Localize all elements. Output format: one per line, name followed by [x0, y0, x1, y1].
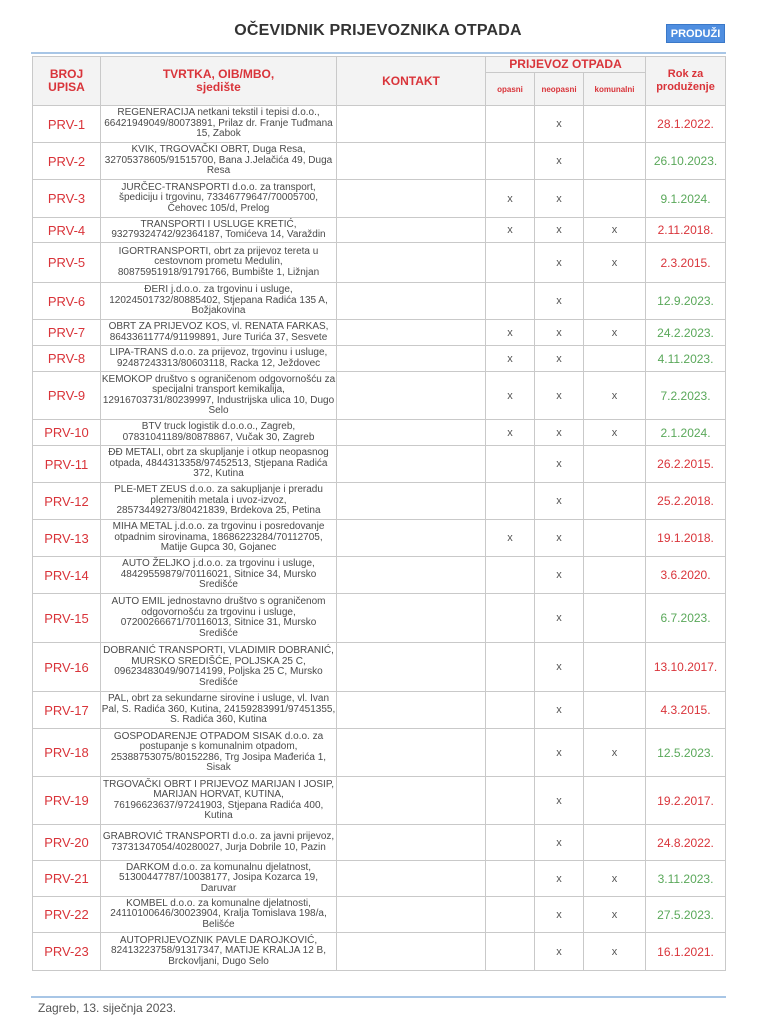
table-row: [33, 594, 726, 643]
company-info: TRGOVAČKI OBRT I PRIJEVOZ MARIJAN I JOSIP, MARIJAN HORVAT, KUTINA, 76196623637/97241903, Stjepana Radića 400, Kutina: [101, 777, 337, 825]
hazardous-mark: [486, 106, 535, 143]
hazardous-mark: x: [486, 180, 535, 218]
nonhazardous-mark: x: [535, 520, 584, 557]
contact-cell: [337, 420, 486, 446]
contact-cell: [337, 320, 486, 346]
contact-cell: [337, 777, 486, 825]
renewal-deadline: 28.1.2022.: [646, 106, 726, 143]
renewal-deadline: 13.10.2017.: [646, 643, 726, 692]
municipal-mark: [584, 283, 646, 320]
contact-cell: [337, 692, 486, 729]
renewal-deadline: 24.8.2022.: [646, 825, 726, 861]
company-info: IGORTRANSPORTI, obrt za prijevoz tereta u cestovnom prometu Medulin, 80875951918/91791766, Bumbište 1, Ližnjan: [101, 243, 337, 283]
registration-number: PRV-6: [33, 283, 101, 320]
contact-cell: [337, 143, 486, 180]
header-renewal-deadline: Rok za produženje: [656, 68, 715, 93]
hazardous-mark: x: [486, 420, 535, 446]
nonhazardous-mark: x: [535, 180, 584, 218]
nonhazardous-mark: x: [535, 143, 584, 180]
renewal-deadline: 16.1.2021.: [646, 933, 726, 971]
registration-number: PRV-1: [33, 106, 101, 143]
bottom-divider: [31, 996, 726, 998]
hazardous-mark: [486, 729, 535, 777]
table-row: [33, 372, 726, 420]
municipal-mark: [584, 180, 646, 218]
company-info: GRABROVIĆ TRANSPORTI d.o.o. za javni prijevoz, 73731347054/40280027, Jurja Dobrile 10, Pazin: [101, 825, 337, 861]
page-title: OČEVIDNIK PRIJEVOZNIKA OTPADA: [234, 22, 522, 39]
renewal-deadline: 6.7.2023.: [646, 594, 726, 643]
contact-cell: [337, 643, 486, 692]
registration-number: PRV-21: [33, 861, 101, 897]
hazardous-mark: [486, 594, 535, 643]
registration-number: PRV-10: [33, 420, 101, 446]
contact-cell: [337, 483, 486, 520]
nonhazardous-mark: x: [535, 483, 584, 520]
renewal-deadline: 12.5.2023.: [646, 729, 726, 777]
hazardous-mark: [486, 897, 535, 933]
renewal-deadline: 19.1.2018.: [646, 520, 726, 557]
table-row: [33, 243, 726, 283]
table-row: [33, 446, 726, 483]
company-info: DARKOM d.o.o. za komunalnu djelatnost, 51300447787/10038177, Josipa Kozarca 19, Daruvar: [101, 861, 337, 897]
company-info: JURČEC-TRANSPORTI d.o.o. za transport, špediciju i trgovinu, 73346779647/70005700, Čehovec 105/d, Prelog: [101, 180, 337, 218]
registration-number: PRV-7: [33, 320, 101, 346]
nonhazardous-mark: x: [535, 243, 584, 283]
registration-number: PRV-19: [33, 777, 101, 825]
registration-number: PRV-13: [33, 520, 101, 557]
hazardous-mark: [486, 692, 535, 729]
contact-cell: [337, 180, 486, 218]
nonhazardous-mark: x: [535, 594, 584, 643]
renewal-deadline: 2.1.2024.: [646, 420, 726, 446]
municipal-mark: [584, 346, 646, 372]
hazardous-mark: [486, 557, 535, 594]
contact-cell: [337, 825, 486, 861]
municipal-mark: [584, 143, 646, 180]
municipal-mark: x: [584, 372, 646, 420]
contact-cell: [337, 557, 486, 594]
hazardous-mark: [486, 825, 535, 861]
municipal-mark: [584, 777, 646, 825]
company-info: AUTO EMIL jednostavno društvo s ograničenom odgovornošću za trgovinu i usluge, 07200266671/70116013, Sitnice 31, Mursko Središće: [101, 594, 337, 643]
nonhazardous-mark: x: [535, 692, 584, 729]
renewal-deadline: 27.5.2023.: [646, 897, 726, 933]
carrier-registry-table: [32, 56, 726, 971]
table-row: [33, 729, 726, 777]
contact-cell: [337, 243, 486, 283]
contact-cell: [337, 218, 486, 243]
municipal-mark: x: [584, 320, 646, 346]
registry-body: [33, 106, 726, 971]
hazardous-mark: [486, 283, 535, 320]
renewal-deadline: 2.11.2018.: [646, 218, 726, 243]
registration-number: PRV-12: [33, 483, 101, 520]
table-row: [33, 692, 726, 729]
contact-cell: [337, 106, 486, 143]
header-hazardous: opasni: [486, 73, 535, 106]
municipal-mark: [584, 692, 646, 729]
municipal-mark: x: [584, 861, 646, 897]
renewal-deadline: 7.2.2023.: [646, 372, 726, 420]
company-info: DOBRANIĆ TRANSPORTI, VLADIMIR DOBRANIĆ, MURSKO SREDIŠĆE, POLJSKA 25 C, 09623483049/90714199, Poljska 25 C, Mursko Središće: [101, 643, 337, 692]
nonhazardous-mark: x: [535, 557, 584, 594]
municipal-mark: x: [584, 729, 646, 777]
municipal-mark: [584, 825, 646, 861]
nonhazardous-mark: x: [535, 933, 584, 971]
header-transport-group: PRIJEVOZ OTPADA: [486, 57, 646, 73]
hazardous-mark: x: [486, 218, 535, 243]
registration-number: PRV-11: [33, 446, 101, 483]
contact-cell: [337, 729, 486, 777]
table-row: [33, 180, 726, 218]
nonhazardous-mark: x: [535, 861, 584, 897]
hazardous-mark: [486, 243, 535, 283]
hazardous-mark: [486, 777, 535, 825]
nonhazardous-mark: x: [535, 420, 584, 446]
nonhazardous-mark: x: [535, 446, 584, 483]
footer-place-date: Zagreb, 13. siječnja 2023.: [38, 1001, 177, 1015]
hazardous-mark: [486, 643, 535, 692]
table-row: [33, 643, 726, 692]
contact-cell: [337, 372, 486, 420]
nonhazardous-mark: x: [535, 897, 584, 933]
table-row: [33, 557, 726, 594]
hazardous-mark: x: [486, 520, 535, 557]
nonhazardous-mark: x: [535, 372, 584, 420]
table-row: [33, 420, 726, 446]
hazardous-mark: [486, 861, 535, 897]
company-info: ĐERI j.d.o.o. za trgovinu i usluge, 12024501732/80885402, Stjepana Radića 135 A, Božjakovina: [101, 283, 337, 320]
contact-cell: [337, 283, 486, 320]
registration-number: PRV-4: [33, 218, 101, 243]
registration-number: PRV-15: [33, 594, 101, 643]
table-row: [33, 143, 726, 180]
nonhazardous-mark: x: [535, 777, 584, 825]
table-row: [33, 825, 726, 861]
municipal-mark: [584, 557, 646, 594]
renewal-deadline: 2.3.2015.: [646, 243, 726, 283]
municipal-mark: [584, 520, 646, 557]
contact-cell: [337, 933, 486, 971]
hazardous-mark: [486, 483, 535, 520]
contact-cell: [337, 861, 486, 897]
contact-cell: [337, 520, 486, 557]
company-info: KVIK, TRGOVAČKI OBRT, Duga Resa, 32705378605/91515700, Bana J.Jelačića 49, Duga Resa: [101, 143, 337, 180]
municipal-mark: x: [584, 420, 646, 446]
registration-number: PRV-3: [33, 180, 101, 218]
nonhazardous-mark: x: [535, 106, 584, 143]
company-info: OBRT ZA PRIJEVOZ KOS, vl. RENATA FARKAS, 86433611774/91199891, Jure Turića 37, Sesvete: [101, 320, 337, 346]
top-divider: [31, 52, 726, 54]
company-info: TRANSPORTI I USLUGE KRETIĆ, 93279324742/92364187, Tomićeva 14, Varaždin: [101, 218, 337, 243]
table-row: [33, 483, 726, 520]
renewal-deadline: 25.2.2018.: [646, 483, 726, 520]
table-row: [33, 106, 726, 143]
renewal-deadline: 26.10.2023.: [646, 143, 726, 180]
renewal-deadline: 3.6.2020.: [646, 557, 726, 594]
hazardous-mark: [486, 143, 535, 180]
company-info: GOSPODARENJE OTPADOM SISAK d.o.o. za postupanje s komunalnim otpadom, 25388753075/80152286, Trg Josipa Mađerića 1, Sisak: [101, 729, 337, 777]
renewal-deadline: 26.2.2015.: [646, 446, 726, 483]
company-info: KEMOKOP društvo s ograničenom odgovornošću za specijalni transport kemikalija, 12916703731/80239997, Industrijska ulica 10, Dugo Selo: [101, 372, 337, 420]
contact-cell: [337, 346, 486, 372]
registration-number: PRV-22: [33, 897, 101, 933]
renewal-deadline: 9.1.2024.: [646, 180, 726, 218]
renewal-deadline: 12.9.2023.: [646, 283, 726, 320]
hazardous-mark: x: [486, 372, 535, 420]
municipal-mark: [584, 643, 646, 692]
nonhazardous-mark: x: [535, 346, 584, 372]
nonhazardous-mark: x: [535, 218, 584, 243]
header-company: TVRTKA, OIB/MBO, sjedište: [162, 67, 275, 94]
header-contact: KONTAKT: [382, 73, 440, 88]
municipal-mark: x: [584, 243, 646, 283]
registration-number: PRV-23: [33, 933, 101, 971]
renewal-deadline: 4.3.2015.: [646, 692, 726, 729]
hazardous-mark: [486, 933, 535, 971]
registration-number: PRV-2: [33, 143, 101, 180]
municipal-mark: x: [584, 897, 646, 933]
hazardous-mark: [486, 446, 535, 483]
header-municipal: komunalni: [584, 73, 646, 106]
renewal-deadline: 4.11.2023.: [646, 346, 726, 372]
nonhazardous-mark: x: [535, 643, 584, 692]
municipal-mark: [584, 446, 646, 483]
header-registration-no: BROJ UPISA: [48, 67, 85, 94]
municipal-mark: [584, 594, 646, 643]
table-row: [33, 777, 726, 825]
company-info: PLE-MET ZEUS d.o.o. za sakupljanje i preradu plemenitih metala i uvoz-izvoz, 28573449273/80421839, Brdekova 25, Petina: [101, 483, 337, 520]
company-info: ĐĐ METALI, obrt za skupljanje i otkup neopasnog otpada, 4844313358/97452513, Stjepana Radića 372, Kutina: [101, 446, 337, 483]
nonhazardous-mark: x: [535, 320, 584, 346]
hazardous-mark: x: [486, 320, 535, 346]
company-info: PAL, obrt za sekundarne sirovine i usluge, vl. Ivan Pal, S. Radića 360, Kutina, 24159283991/97451355, S. Radića 360, Kutina: [101, 692, 337, 729]
municipal-mark: [584, 106, 646, 143]
contact-cell: [337, 897, 486, 933]
registration-number: PRV-18: [33, 729, 101, 777]
municipal-mark: x: [584, 933, 646, 971]
registration-number: PRV-16: [33, 643, 101, 692]
renewal-deadline: 3.11.2023.: [646, 861, 726, 897]
municipal-mark: [584, 483, 646, 520]
company-info: BTV truck logistik d.o.o.o., Zagreb, 07831041189/80878867, Vučak 30, Zagreb: [101, 420, 337, 446]
nonhazardous-mark: x: [535, 825, 584, 861]
table-row: [33, 346, 726, 372]
table-row: [33, 933, 726, 971]
nonhazardous-mark: x: [535, 729, 584, 777]
renewal-deadline: 24.2.2023.: [646, 320, 726, 346]
registration-number: PRV-20: [33, 825, 101, 861]
registration-number: PRV-8: [33, 346, 101, 372]
table-row: [33, 897, 726, 933]
registration-number: PRV-17: [33, 692, 101, 729]
hazardous-mark: x: [486, 346, 535, 372]
company-info: LIPA-TRANS d.o.o. za prijevoz, trgovinu i usluge, 92487243313/80603118, Racka 12, Ježdovec: [101, 346, 337, 372]
company-info: REGENERACIJA netkani tekstil i tepisi d.o.o., 66421949049/80073891, Prilaz dr. Franje Tuđmana 15, Zabok: [101, 106, 337, 143]
table-row: [33, 218, 726, 243]
registration-number: PRV-9: [33, 372, 101, 420]
municipal-mark: x: [584, 218, 646, 243]
header-nonhazardous: neopasni: [535, 73, 584, 106]
table-row: [33, 283, 726, 320]
renewal-deadline: 19.2.2017.: [646, 777, 726, 825]
contact-cell: [337, 594, 486, 643]
table-row: [33, 320, 726, 346]
company-info: AUTOPRIJEVOZNIK PAVLE DAROJKOVIĆ, 82413223758/91317347, MATIJE KRALJA 12 B, Brckovljani, Dugo Selo: [101, 933, 337, 971]
company-info: KOMBEL d.o.o. za komunalne djelatnosti, 24110100646/30023904, Kralja Tomislava 198/a, Belišće: [101, 897, 337, 933]
registration-number: PRV-5: [33, 243, 101, 283]
company-info: MIHA METAL j.d.o.o. za trgovinu i posredovanje otpadnim sirovinama, 18686223284/70112705, Matije Gupca 30, Gojanec: [101, 520, 337, 557]
registration-number: PRV-14: [33, 557, 101, 594]
extend-button[interactable]: PRODUŽI: [666, 24, 725, 43]
table-row: [33, 520, 726, 557]
table-row: [33, 861, 726, 897]
company-info: AUTO ŽELJKO j.d.o.o. za trgovinu i usluge, 48429559879/70116021, Sitnice 34, Mursko Središće: [101, 557, 337, 594]
nonhazardous-mark: x: [535, 283, 584, 320]
contact-cell: [337, 446, 486, 483]
